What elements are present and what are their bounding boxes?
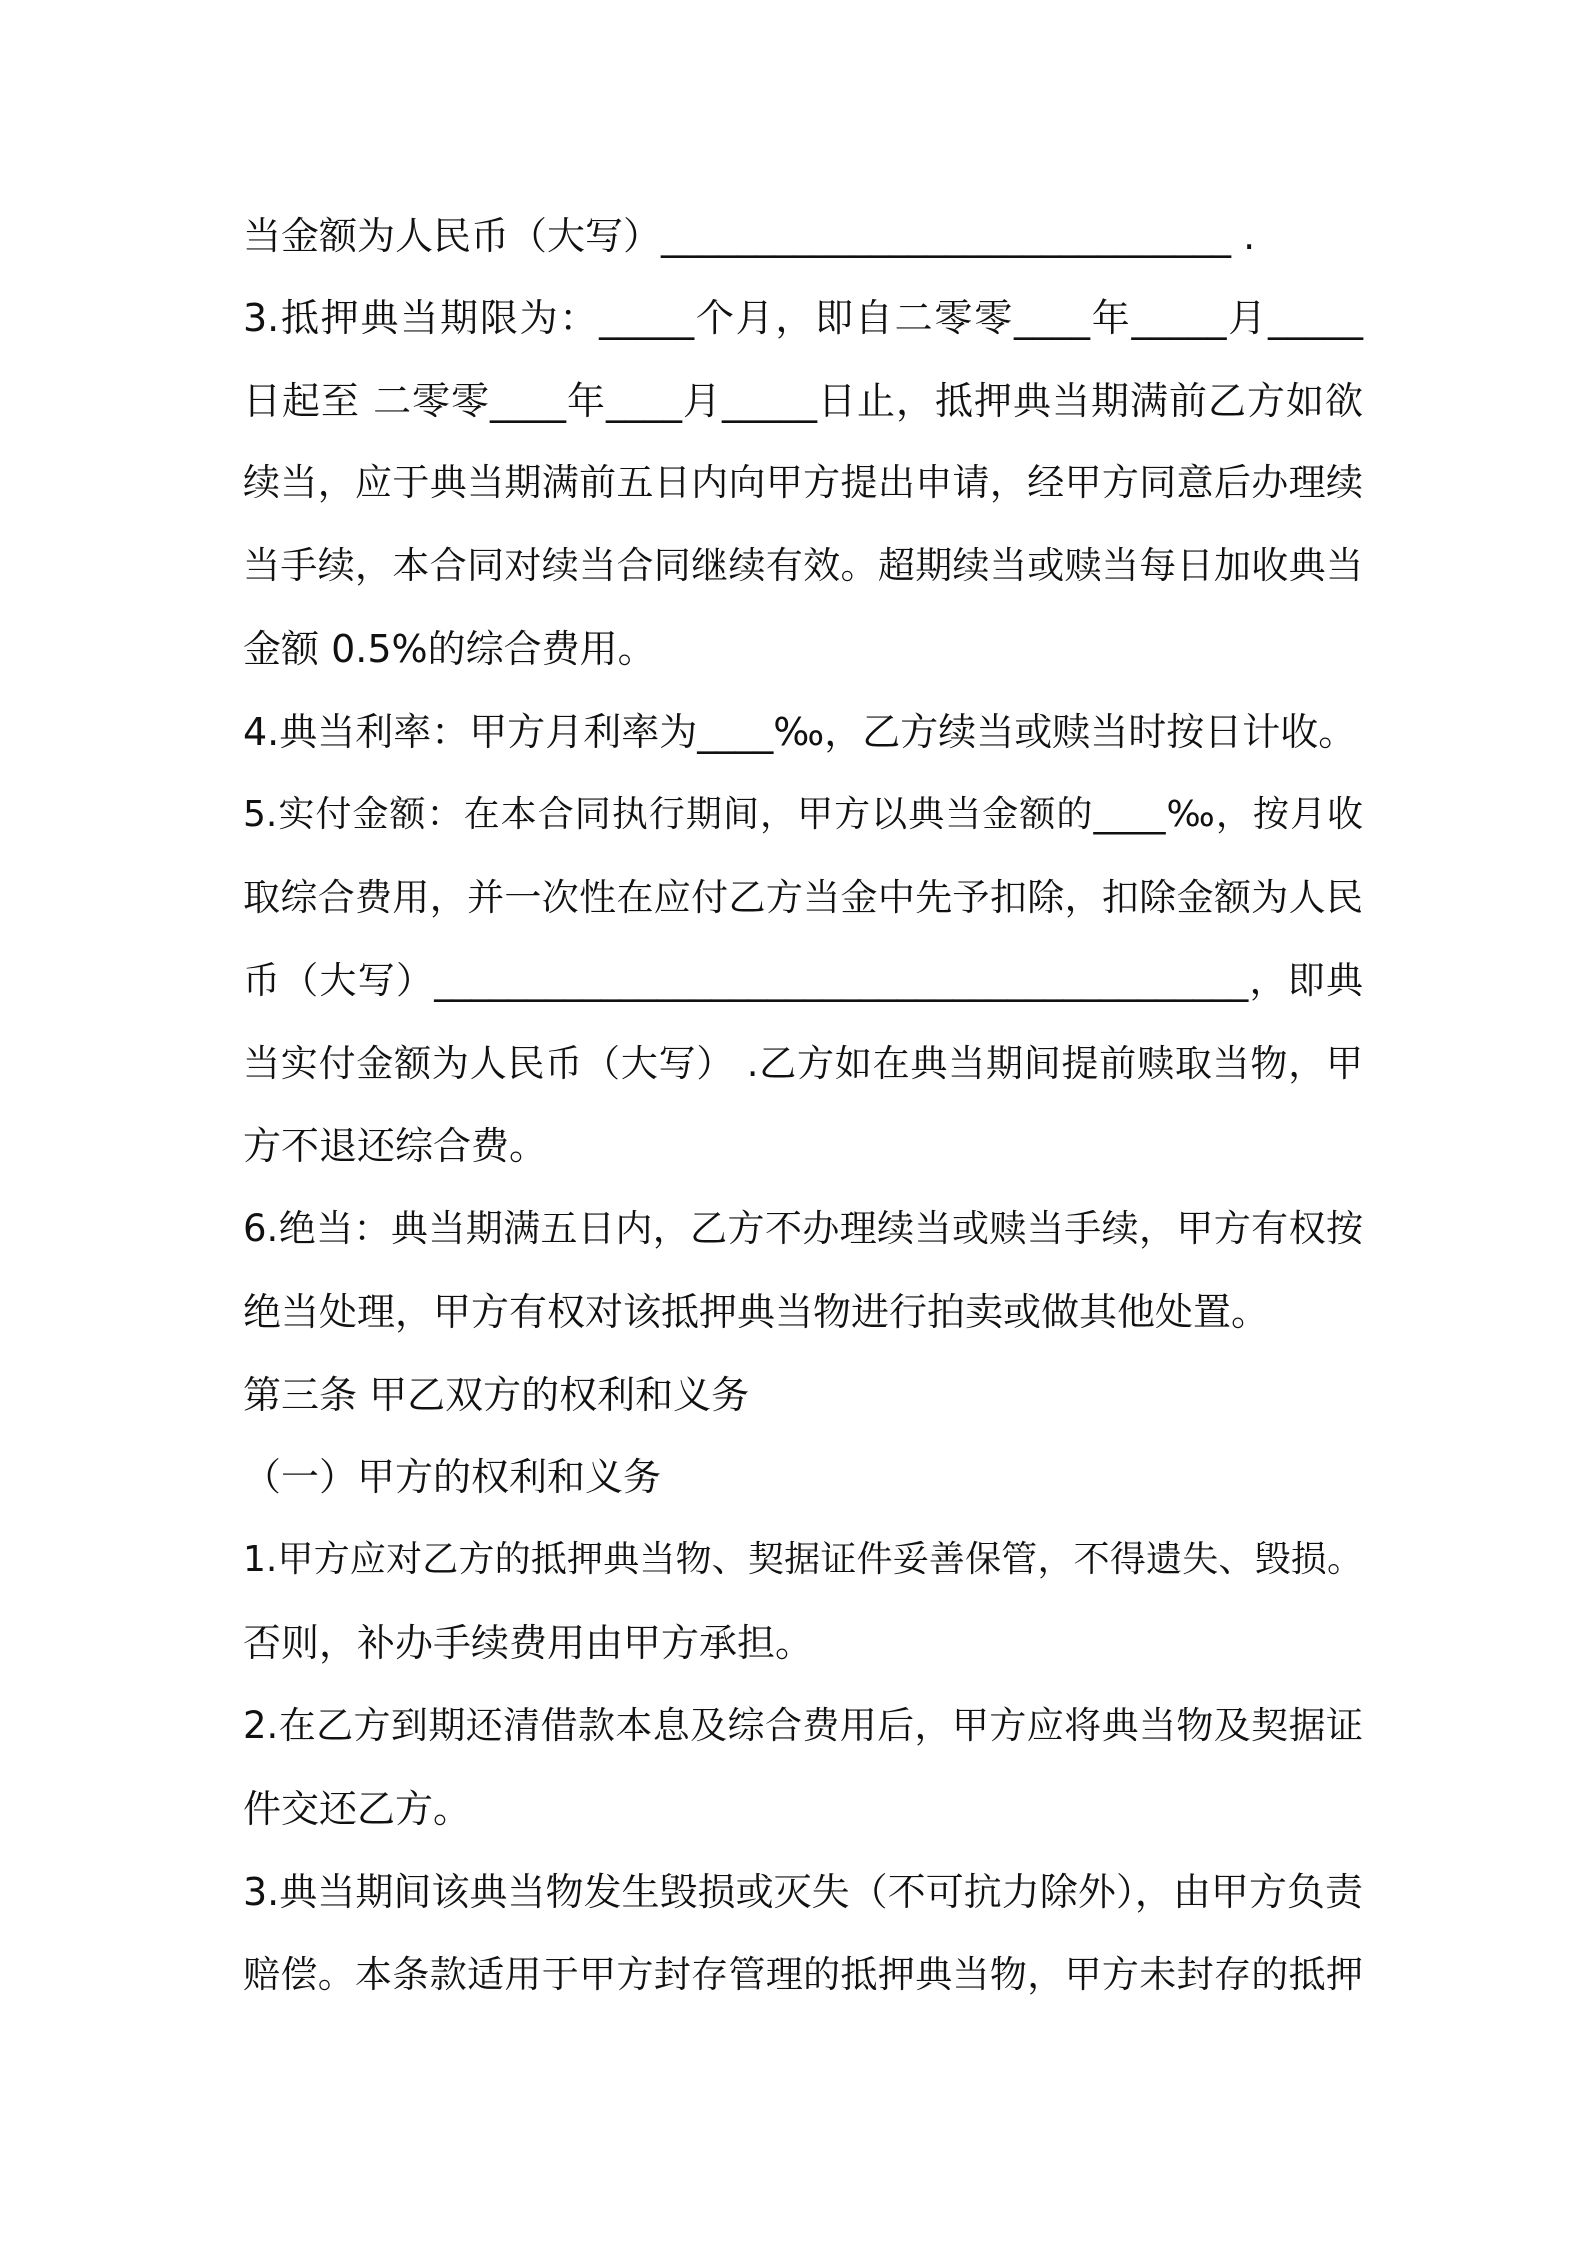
text-line: 当金额为人民币（大写）______________________________ . xyxy=(243,214,1256,258)
subsection-heading: （一）甲方的权利和义务 xyxy=(243,1455,662,1499)
text-line: 当实付金额为人民币（大写） .乙方如在典当期间提前赎取当物，甲 xyxy=(243,1042,1363,1085)
text-line: 4.典当利率：甲方月利率为____‰，乙方续当或赎当时按日计收。 xyxy=(243,710,1357,754)
text-line: 取综合费用，并一次性在应付乙方当金中先予扣除，扣除金额为人民 xyxy=(243,876,1363,919)
text-line: 续当，应于典当期满前五日内向甲方提出申请，经甲方同意后办理续 xyxy=(243,461,1363,504)
text-line: 3.抵押典当期限为：_____个月，即自二零零____年_____月_____ xyxy=(243,296,1363,340)
text-line: 当手续，本合同对续当合同继续有效。超期续当或赎当每日加收典当 xyxy=(243,544,1363,587)
text-line: 5.实付金额：在本合同执行期间，甲方以典当金额的____‰，按月收 xyxy=(243,794,1363,835)
text-line: 绝当处理，甲方有权对该抵押典当物进行拍卖或做其他处置。 xyxy=(243,1290,1270,1334)
text-line: 日起至 二零零____年____月_____日止，抵押典当期满前乙方如欲 xyxy=(243,379,1363,423)
text-line: 方不退还综合费。 xyxy=(243,1124,548,1168)
text-line: 件交还乙方。 xyxy=(243,1787,472,1831)
text-line: 1.甲方应对乙方的抵押典当物、契据证件妥善保管，不得遗失、毁损。 xyxy=(243,1539,1363,1580)
text-line: 赔偿。本条款适用于甲方封存管理的抵押典当物，甲方未封存的抵押 xyxy=(243,1953,1363,1996)
text-line: 币（大写）____________________________________________，即典 xyxy=(243,959,1363,1002)
section-heading: 第三条 甲乙双方的权利和义务 xyxy=(243,1373,750,1417)
text-line: 否则，补办手续费用由甲方承担。 xyxy=(243,1621,814,1665)
text-line: 6.绝当：典当期满五日内，乙方不办理续当或赎当手续，甲方有权按 xyxy=(243,1207,1363,1250)
text-line: 金额 0.5%的综合费用。 xyxy=(243,627,656,671)
text-line: 3.典当期间该典当物发生毁损或灭失（不可抗力除外），由甲方负责 xyxy=(243,1870,1363,1914)
text-line: 2.在乙方到期还清借款本息及综合费用后，甲方应将典当物及契据证 xyxy=(243,1704,1363,1747)
